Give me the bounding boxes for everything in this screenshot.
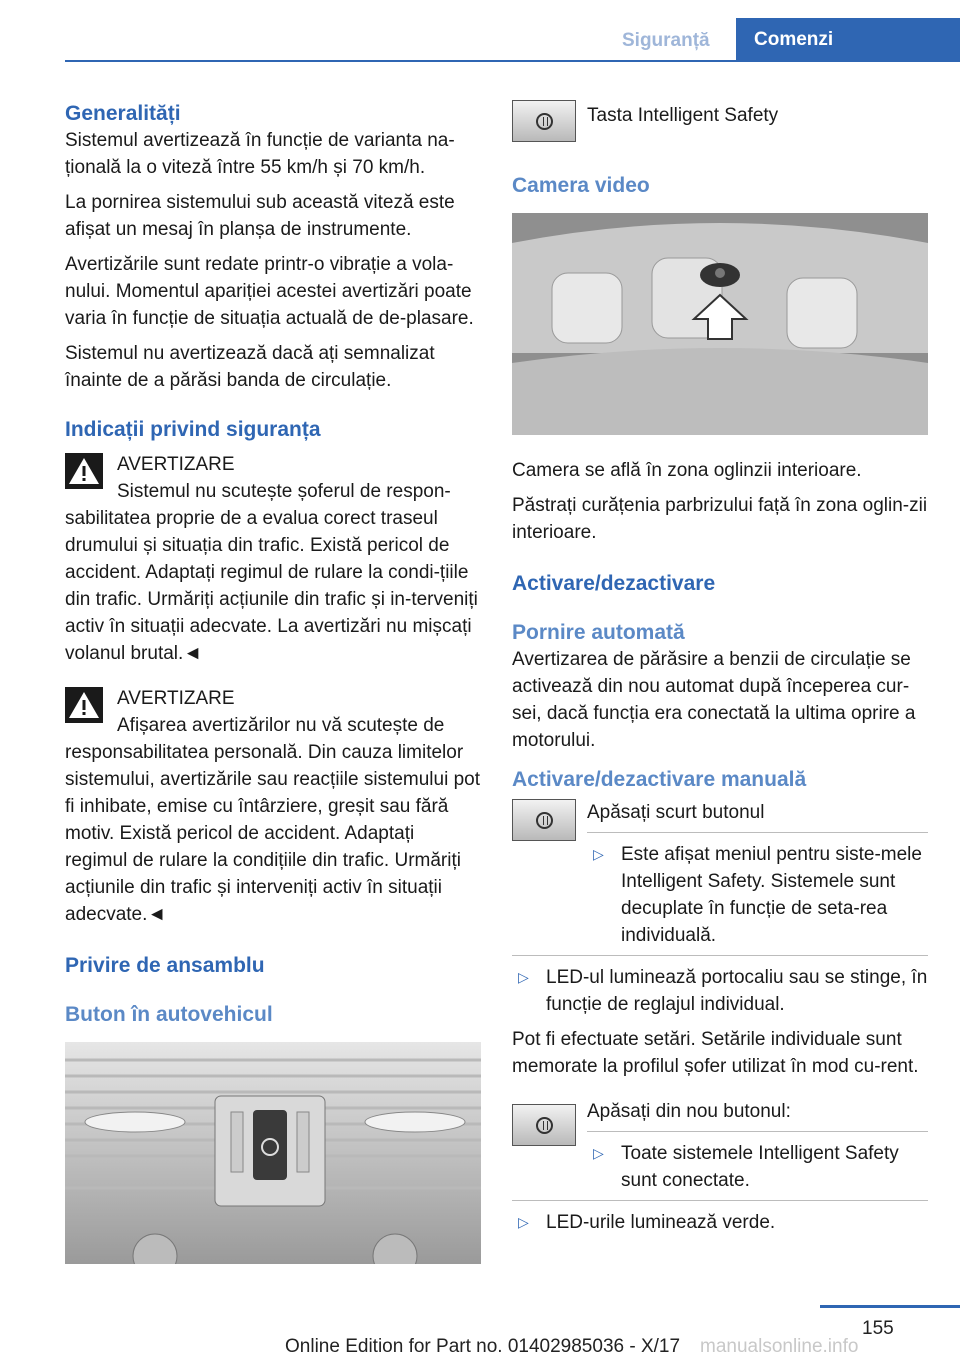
divider — [587, 1131, 928, 1132]
page-number: 155 — [862, 1318, 894, 1339]
paragraph: Camera se află în zona oglinzii interioare. — [512, 460, 862, 481]
footer-edition: Online Edition for Part no. 01402985036 - X/17 — [285, 1336, 681, 1357]
paragraph: Sistemul nu avertizează dacă ați semnalizat înainte de a părăsi banda de circulație. — [65, 343, 435, 391]
header-rule — [65, 60, 960, 62]
list-item-text: LED-urile luminează verde. — [546, 1212, 776, 1233]
heading-activate: Activare/dezactivare — [512, 572, 716, 595]
camera-photo — [512, 213, 928, 435]
list-item-text: Toate sistemele Intelligent Safety sunt conectate. — [621, 1143, 899, 1191]
divider — [512, 955, 928, 956]
list-item — [587, 841, 928, 949]
triangle-bullet-icon: ▷ — [518, 969, 529, 985]
list-item — [587, 1140, 928, 1194]
paragraph: Sistemul avertizează în funcție de varianta na-țională la o viteză între 55 km/h și 70 km/h. — [65, 130, 455, 178]
paragraph: Avertizarea de părăsire a benzii de circulație se activează din nou automat după începerea cur-sei, dacă funcția era conectată la ultima oprire a motorului. — [512, 649, 916, 751]
warning-title: AVERTIZARE — [117, 454, 235, 475]
press-instruction: Apăsați scurt butonul — [587, 802, 765, 823]
paragraph: La pornirea sistemului sub această viteză este afișat un mesaj în planșa de instrumente. — [65, 192, 455, 240]
divider — [512, 1200, 928, 1201]
watermark: manualsonline.info — [700, 1336, 859, 1357]
intelligent-safety-button-icon — [512, 100, 576, 142]
button-legend-row — [512, 100, 928, 150]
list-item — [512, 964, 928, 1018]
heading-general: Generalități — [65, 102, 181, 125]
list-item-text: LED-ul luminează portocaliu sau se stinge, în funcție de reglajul individual. — [546, 967, 928, 1015]
paragraph: Avertizările sunt redate printr-o vibrație a vola-nului. Momentul apariției acestei avertizări poate varia în funcție de situația actuală de de-plasare. — [65, 254, 474, 329]
press-block-2 — [512, 1098, 928, 1194]
list-item — [512, 1209, 928, 1236]
intelligent-safety-button-icon — [512, 799, 576, 841]
heading-button-in-car: Buton în autovehicul — [65, 1003, 273, 1026]
paragraph: Pot fi efectuate setări. Setările individuale sunt memorate la profilul șofer utilizat în mod cu-rent. — [512, 1029, 919, 1077]
right-column — [512, 100, 928, 1236]
triangle-bullet-icon: ▷ — [593, 846, 604, 862]
button-legend-label: Tasta Intelligent Safety — [587, 105, 779, 126]
warning-title: AVERTIZARE — [117, 688, 235, 709]
heading-overview: Privire de ansamblu — [65, 954, 265, 977]
list-item-text: Este afișat meniul pentru siste-mele Intelligent Safety. Sistemele sunt decuplate în funcție de seta-rea individuală. — [621, 844, 922, 946]
heading-auto-start: Pornire automată — [512, 621, 685, 644]
warning-triangle-icon — [65, 687, 103, 723]
header-tab-safety[interactable]: Siguranță — [622, 30, 710, 51]
warning-text: Sistemul nu scutește șoferul de respon-sabilitatea proprie de a evalua corect traseul drumului și situația din trafic. Există pericol de accident. Adaptați regimul de rulare la condi-țiile din trafic. Urmăriți acțiunile din trafic și in-terveniți activ în situații adecvate. La avertizări nu mișcați volanul brutal.◄ — [65, 481, 478, 664]
heading-camera: Camera video — [512, 174, 650, 197]
press-block-1 — [512, 799, 928, 949]
press-instruction: Apăsați din nou butonul: — [587, 1101, 791, 1122]
warning-block-2 — [65, 685, 481, 928]
dashboard-button-photo — [65, 1042, 481, 1264]
header-tab-controls[interactable]: Comenzi — [736, 18, 960, 62]
heading-safety: Indicații privind siguranța — [65, 418, 321, 441]
triangle-bullet-icon: ▷ — [593, 1145, 604, 1161]
triangle-bullet-icon: ▷ — [518, 1214, 529, 1230]
warning-block-1 — [65, 451, 481, 667]
paragraph: Păstrați curățenia parbrizului față în zona oglin-zii interioare. — [512, 495, 928, 543]
footer-rule — [820, 1305, 960, 1308]
warning-triangle-icon — [65, 453, 103, 489]
divider — [587, 832, 928, 833]
intelligent-safety-button-icon — [512, 1104, 576, 1146]
left-column — [65, 100, 481, 1272]
heading-manual: Activare/dezactivare manuală — [512, 768, 807, 791]
warning-text: Afișarea avertizărilor nu vă scutește de responsabilitatea personală. Din cauza limitelor sistemului, avertizările sau reacțiile sistemului pot fi inhibate, emise cu întârziere, greșit sau fără motiv. Există pericol de accident. Adaptați regimul de rulare la condițiile din trafic. Urmăriți acțiunile din trafic și interveniți activ în situații adecvate.◄ — [65, 715, 480, 925]
